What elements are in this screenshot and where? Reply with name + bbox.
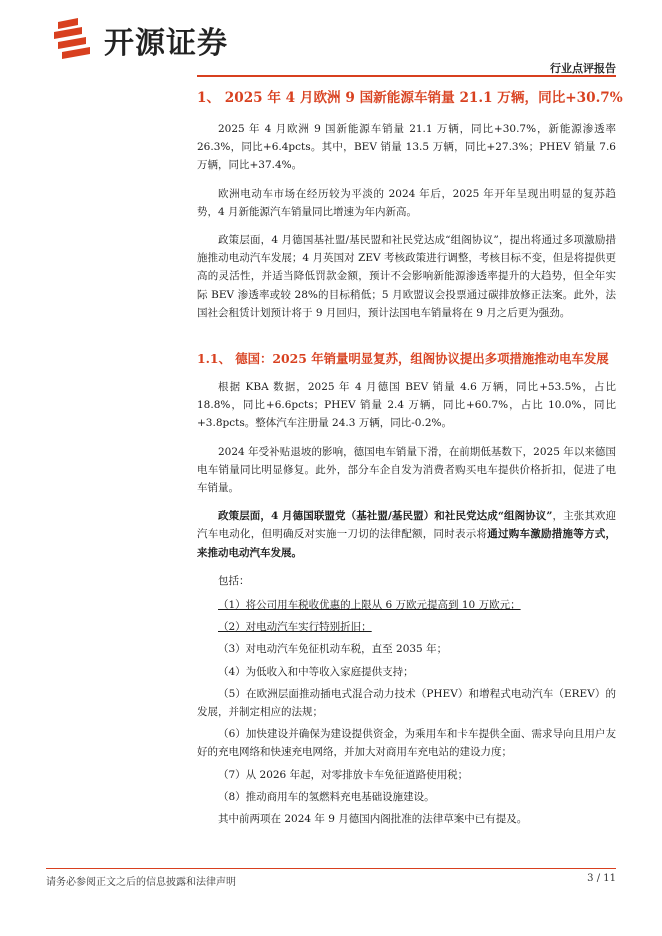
section-1-1-paragraph-2: 2024 年受补贴退坡的影响，德国电车销量下滑，在前期低基数下，2025 年以来德国电车销量同比明显修复。此外，部分车企自发为消费者购买电车提供价格折扣，促进了电车销量。 — [197, 445, 616, 495]
page-number: 3 / 11 — [587, 873, 616, 884]
list-item: （5）在欧洲层面推动插电式混合动力技术（PHEV）和增程式电动汽车（EREV）的发展，并制定相应的法规； — [197, 687, 616, 719]
list-item: （8）推动商用车的氢燃料充电基础设施建设。 — [218, 790, 435, 803]
footer-disclaimer: 请务必参阅正文之后的信息披露和法律声明 — [46, 877, 236, 888]
measures-intro: 包括： — [218, 574, 250, 587]
list-item: （7）从 2026 年起，对零排放卡车免征道路使用税； — [218, 768, 469, 781]
footer-divider — [46, 868, 616, 869]
section-1-1-heading: 1.1、 德国：2025 年销量明显复苏，组阁协议提出多项措施推动电车发展 — [197, 351, 609, 367]
policy-lead-bold: 政策层面，4 月德国联盟党（基社盟/基民盟）和社民党达成“组阁协议” — [218, 510, 553, 523]
list-item-text: （2）对电动汽车实行特别折旧； — [218, 621, 372, 634]
section-1-heading: 1、 2025 年 4 月欧洲 9 国新能源车销量 21.1 万辆，同比+30.7% — [197, 90, 623, 106]
list-item — [197, 596, 616, 614]
list-item-text: （1）将公司用车税收优惠的上限从 6 万欧元提高到 10 万欧元； — [218, 599, 521, 612]
list-item: （3）对电动汽车免征机动车税，直至 2035 年； — [218, 643, 448, 656]
section-1-1-paragraph-3 — [197, 507, 616, 562]
section-1-1-closing: 其中前两项在 2024 年 9 月德国内阁批准的法律草案中已有提及。 — [218, 813, 528, 826]
list-item — [197, 618, 616, 636]
section-1-paragraph-2: 欧洲电动车市场在经历较为平淡的 2024 年后，2025 年开年呈现出明显的复苏趋势，4 月新能源汽车销量同比增速为年内新高。 — [197, 187, 616, 218]
section-1-paragraph-3: 政策层面，4 月德国基社盟/基民盟和社民党达成“组阁协议”，提出将通过多项激励措施推动电动汽车发展；4 月英国对 ZEV 考核政策进行调整，考核目标不变，但是将提供更高的灵活性，并适当降低罚款金额，预计不会影响新能源渗透率提升的大趋势，但全年实际 BEV 渗透率或较 28%的目标稍低；5 月欧盟议会投票通过碳排放修正法案。此外，法国社会租赁计划预计将于 9 月回归，预计法国电车销量将在 9 月之后更为强劲。 — [197, 234, 616, 319]
policy-tail-bold: 通过购车激励措施等方式，来推动电动汽车发展。 — [197, 528, 616, 559]
section-1-1-paragraph-1: 根据 KBA 数据，2025 年 4 月德国 BEV 销量 4.6 万辆，同比+53.5%，占比 18.8%，同比+6.6pcts；PHEV 销量 2.4 万辆，同比+60.7%，占比 10.0%，同比+3.8pcts。整体汽车注册量 24.3 万辆，同比-0.2%。 — [197, 381, 616, 430]
brand-name: 开源证券 — [104, 26, 228, 61]
report-type-label: 行业点评报告 — [550, 62, 616, 75]
kaiyuan-logo-icon — [54, 18, 92, 60]
list-item: （6）加快建设并确保为建设提供资金，为乘用车和卡车提供全面、需求导向且用户友好的充电网络和快速充电网络，并加大对商用车充电站的建设力度； — [197, 728, 616, 759]
section-1-paragraph-1: 2025 年 4 月欧洲 9 国新能源车销量 21.1 万辆，同比+30.7%，新能源渗透率 26.3%，同比+6.4pcts。其中，BEV 销量 13.5 万辆，同比+27.3%；PHEV 销量 7.6 万辆，同比+37.4%。 — [197, 123, 616, 172]
list-item: （4）为低收入和中等收入家庭提供支持； — [218, 665, 414, 678]
header-divider — [197, 75, 616, 77]
measures-list — [197, 596, 616, 806]
main-content — [197, 88, 623, 838]
page-header — [0, 0, 662, 80]
policy-middle: ，主张其欢迎汽车电动化，但明确反对实施一刀切的法律配额，同时表示将 — [197, 510, 617, 541]
